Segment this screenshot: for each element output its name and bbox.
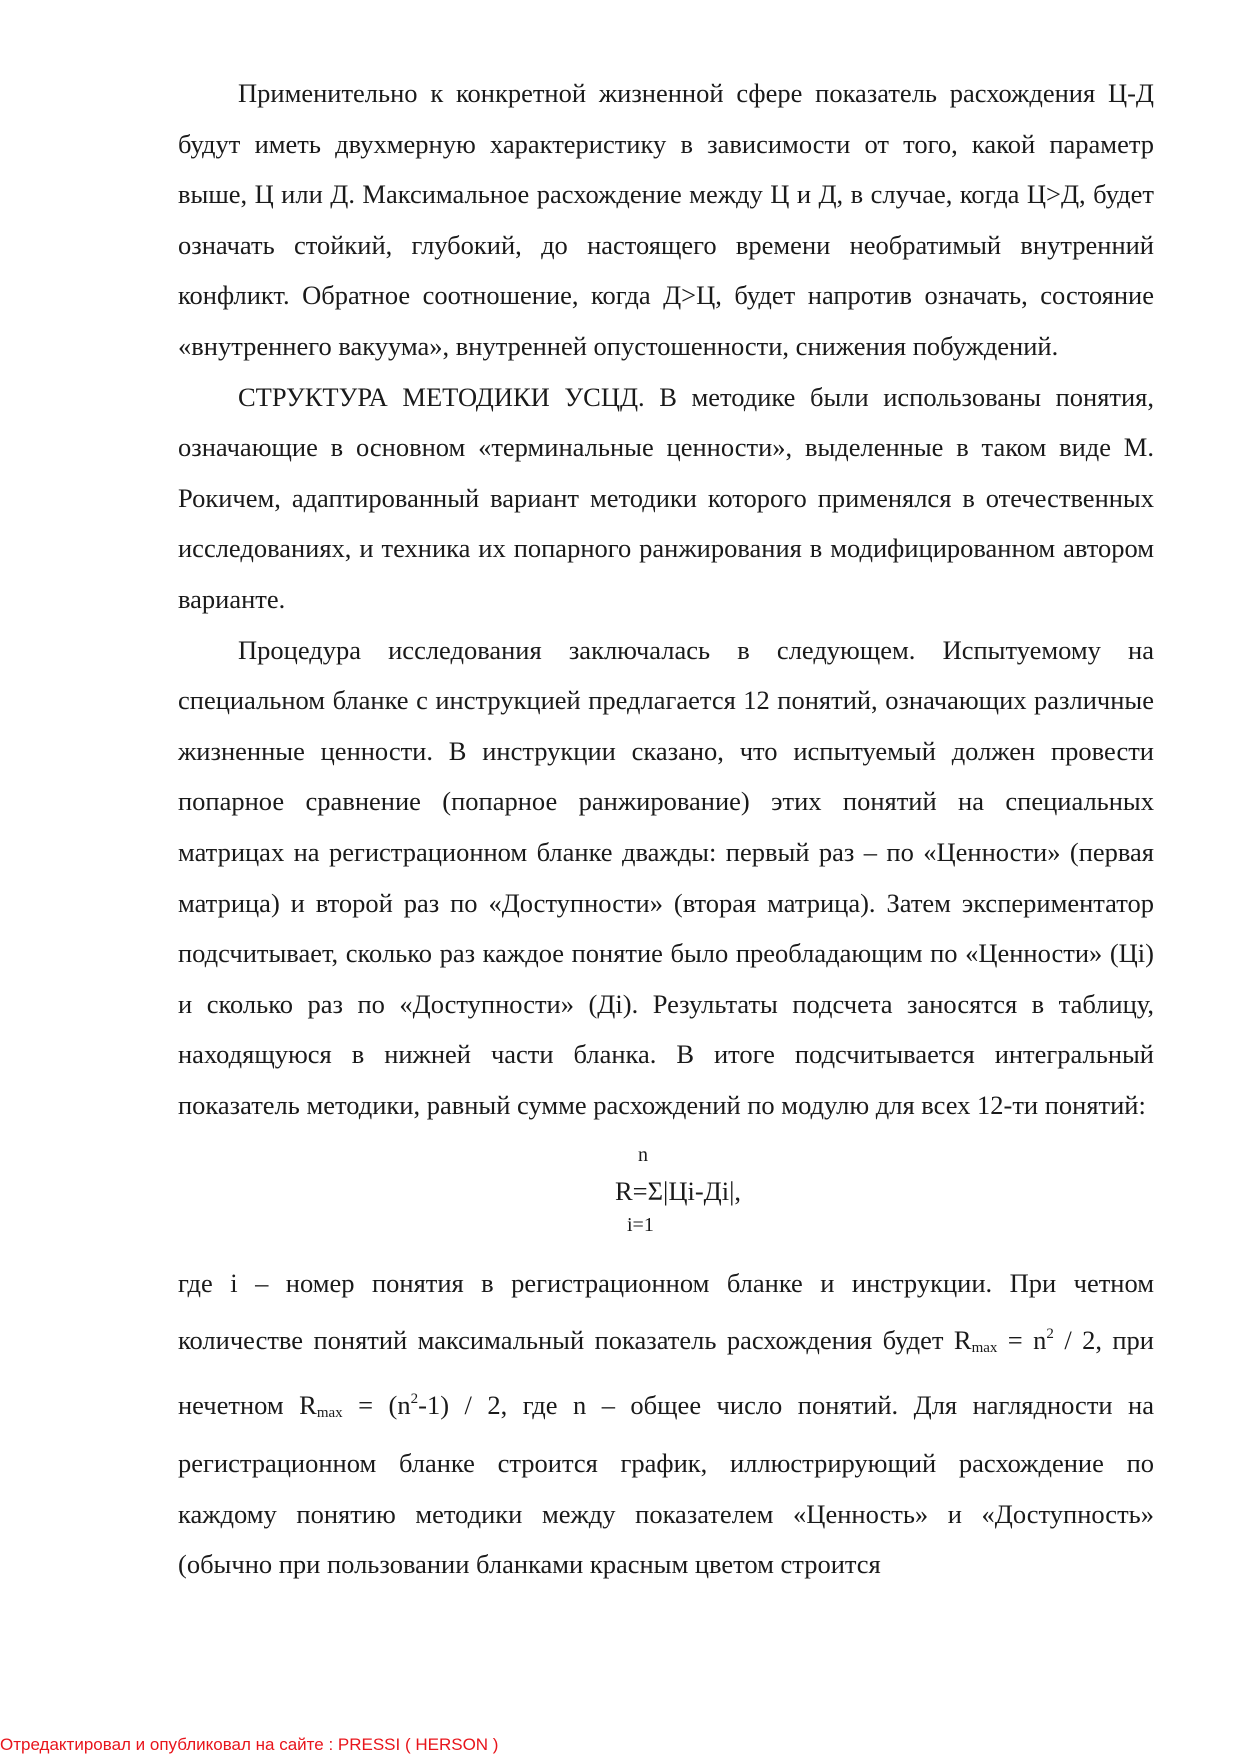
publisher-footer: Отредактировал и опубликовал на сайте : PRESSI ( HERSON ) [0,1735,499,1754]
p4-sup-2: 2 [410,1390,419,1407]
p4-text-5: -1) / 2, где n – общее число понятий. Для наглядности на регистрационном бланке строится график, иллюстрирующий расхождение по каждому понятию методики между показателем «Ценность» и «Доступность» (обычно при пользовании бланками красным цветом строится [178,1389,1155,1580]
p4-text-1: где i – номер понятия в регистрационном бланке и инструкции. При четном количестве понятий максимальный показатель расхождения будет R [178,1268,1154,1356]
paragraph-3: Процедура исследования заключалась в следующем. Испытуемому на специальном бланке с инструкцией предлагается 12 понятий, означающих различные жизненные ценности. В инструкции сказано, что испытуемый должен провести попарное сравнение (попарное ранжирование) этих понятий на специальных матрицах на регистрационном бланке дважды: первый раз – по «Ценности» (первая матрица) и второй раз по «Доступности» (вторая матрица). Затем экспериментатор подсчитывает, сколько раз каждое понятие было преобладающим по «Ценности» (Ці) и сколько раз по «Доступности» (Ді). Результаты подсчета заносятся в таблицу, находящуюся в нижней части бланка. В итоге подсчитывается интегральный показатель методики, равный сумме расхождений по модулю для всех 12-ти понятий: [178,634,1154,1120]
p4-text-2: = n [997,1325,1047,1356]
p4-sub-max-1: max [971,1340,998,1357]
formula-upper-limit: n [638,1144,648,1167]
p4-sup-1: 2 [1046,1326,1054,1343]
p4-text-3: / 2, при нечетном R [178,1325,1154,1420]
page-body [178,68,1154,1590]
p4-text-4: = (n [342,1389,411,1420]
p4-sub-max-2: max [316,1404,343,1421]
paragraph-4 [178,1258,1154,1590]
paragraph-2: СТРУКТУРА МЕТОДИКИ УСЦД. В методике были использованы понятия, означающие в основном «терминальные ценности», выделенные в таком виде М. Рокичем, адаптированный вариант методики которого применялся в отечественных исследованиях, и техника их попарного ранжирования в модифицированном автором варианте. [178,381,1154,614]
paragraph-1: Применительно к конкретной жизненной сфере показатель расхождения Ц-Д будут иметь двухмерную характеристику в зависимости от того, какой параметр выше, Ц или Д. Максимальное расхождение между Ц и Д, в случае, когда Ц>Д, будет означать стойкий, глубокий, до настоящего времени необратимый внутренний конфликт. Обратное соотношение, когда Д>Ц, будет напротив означать, состояние «внутреннего вакуума», внутренней опустошенности, снижения побуждений. [178,78,1154,361]
formula-expression: R=Σ|Ці-Ді|, [615,1176,742,1207]
sum-formula [178,1130,1154,1258]
formula-lower-limit: i=1 [627,1214,654,1237]
